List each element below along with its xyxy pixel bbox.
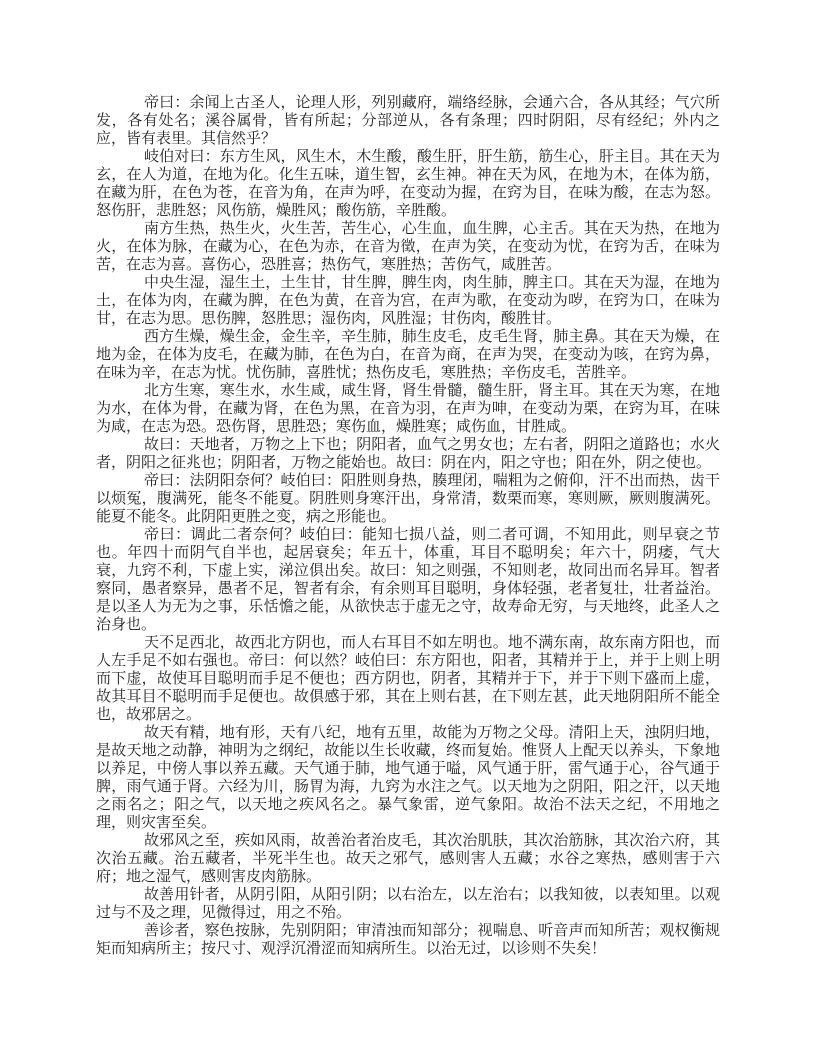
paragraph: 故邪风之至，疾如风雨，故善治者治皮毛，其次治肌肤，其次治筋脉，其次治六府，其次治五藏。治五藏者，半死半生也。故天之邪气，感则害人五藏；水谷之寒热，感则害于六府；地之湿气，感则害皮肉筋脉。 bbox=[96, 833, 720, 885]
paragraph: 中央生湿，湿生土，土生甘，甘生脾，脾生肉，肉生肺，脾主口。其在天为湿，在地为土，在体为肉，在藏为脾，在色为黄，在音为宫，在声为歌，在变动为哕，在窍为口，在味为甘，在志为思。思伤脾，怒胜思；湿伤肉，风胜湿；甘伤肉，酸胜甘。 bbox=[96, 275, 720, 327]
paragraph: 天不足西北，故西北方阴也，而人右耳目不如左明也。地不满东南，故东南方阳也，而人左手足不如右强也。帝曰：何以然？岐伯曰：东方阳也，阳者，其精并于上，并于上则上明而下虚，故使耳目聪明而手足不便也；西方阴也，阴者，其精并于下，并于下则下盛而上虚，故其耳目不聪明而手足便也。故俱感于邪，其在上则右甚，在下则左甚，此天地阴阳所不能全也，故邪居之。 bbox=[96, 635, 720, 723]
paragraph: 故曰：天地者，万物之上下也；阴阳者，血气之男女也；左右者，阴阳之道路也；水火者，阴阳之征兆也；阴阳者，万物之能始也。故曰：阴在内，阳之守也；阳在外，阴之使也。 bbox=[96, 437, 720, 471]
paragraph: 岐伯对曰：东方生风，风生木，木生酸，酸生肝，肝生筋，筋生心，肝主目。其在天为玄，在人为道，在地为化。化生五味，道生智，玄生神。神在天为风，在地为木，在体为筋，在藏为肝，在色为苍，在音为角，在声为呼，在变动为握，在窍为目，在味为酸，在志为怒。怒伤肝，悲胜怒；风伤筋，燥胜风；酸伤筋，辛胜酸。 bbox=[96, 149, 720, 219]
paragraph: 西方生燥，燥生金，金生辛，辛生肺，肺生皮毛，皮毛生肾，肺主鼻。其在天为燥，在地为金，在体为皮毛，在藏为肺，在色为白，在音为商，在声为哭，在变动为咳，在窍为鼻，在味为辛，在志为忧。忧伤肺，喜胜忧；热伤皮毛，寒胜热；辛伤皮毛，苦胜辛。 bbox=[96, 329, 720, 381]
paragraph: 帝曰：余闻上古圣人，论理人形，列别藏府，端络经脉，会通六合，各从其经；气穴所发，各有处名；溪谷属骨，皆有所起；分部逆从，各有条理；四时阴阳，尽有经纪；外内之应，皆有表里。其信然乎？ bbox=[96, 95, 720, 147]
paragraph: 善诊者，察色按脉，先别阴阳；审清浊而知部分；视喘息、听音声而知所苦；观权衡规矩而知病所主；按尺寸、观浮沉滑涩而知病所生。以治无过，以诊则不失矣！ bbox=[96, 923, 720, 957]
paragraph: 故善用针者，从阴引阳，从阳引阴；以右治左，以左治右；以我知彼，以表知里。以观过与不及之理，见微得过，用之不殆。 bbox=[96, 887, 720, 921]
paragraph: 帝曰：调此二者奈何？岐伯曰：能知七损八益，则二者可调，不知用此，则早衰之节也。年四十而阴气自半也，起居衰矣；年五十，体重，耳目不聪明矣；年六十，阴痿，气大衰，九窍不利，下虚上实，涕泣俱出矣。故曰：知之则强，不知则老，故同出而名异耳。智者察同，愚者察异，愚者不足，智者有余，有余则耳目聪明，身体轻强，老者复壮，壮者益治。是以圣人为无为之事，乐恬憺之能，从欲快志于虚无之守，故寿命无穷，与天地终，此圣人之治身也。 bbox=[96, 527, 720, 633]
paragraph: 南方生热，热生火，火生苦，苦生心，心生血，血生脾，心主舌。其在天为热，在地为火，在体为脉，在藏为心，在色为赤，在音为徵，在声为笑，在变动为忧，在窍为舌，在味为苦，在志为喜。喜伤心，恐胜喜；热伤气，寒胜热；苦伤气，咸胜苦。 bbox=[96, 221, 720, 273]
paragraph: 北方生寒，寒生水，水生咸，咸生肾，肾生骨髓，髓生肝，肾主耳。其在天为寒，在地为水，在体为骨，在藏为肾，在色为黑，在音为羽，在声为呻，在变动为栗，在窍为耳，在味为咸，在志为恐。恐伤肾，思胜恐；寒伤血，燥胜寒；咸伤血，甘胜咸。 bbox=[96, 383, 720, 435]
document-page bbox=[96, 94, 720, 958]
paragraph: 故天有精，地有形，天有八纪，地有五里，故能为万物之父母。清阳上天，浊阴归地，是故天地之动静，神明为之纲纪，故能以生长收藏，终而复始。惟贤人上配天以养头，下象地以养足，中傍人事以养五藏。天气通于肺，地气通于嗌，风气通于肝，雷气通于心，谷气通于脾，雨气通于肾。六经为川，肠胃为海，九窍为水注之气。以天地为之阴阳，阳之汗，以天地之雨名之；阳之气，以天地之疾风名之。暴气象雷，逆气象阳。故治不法天之纪，不用地之理，则灾害至矣。 bbox=[96, 725, 720, 831]
paragraph: 帝曰：法阴阳奈何？岐伯曰：阳胜则身热，腠理闭，喘粗为之俯仰，汗不出而热，齿干以烦冤，腹满死，能冬不能夏。阴胜则身寒汗出，身常清，数栗而寒，寒则厥，厥则腹满死。能夏不能冬。此阴阳更胜之变，病之形能也。 bbox=[96, 473, 720, 525]
